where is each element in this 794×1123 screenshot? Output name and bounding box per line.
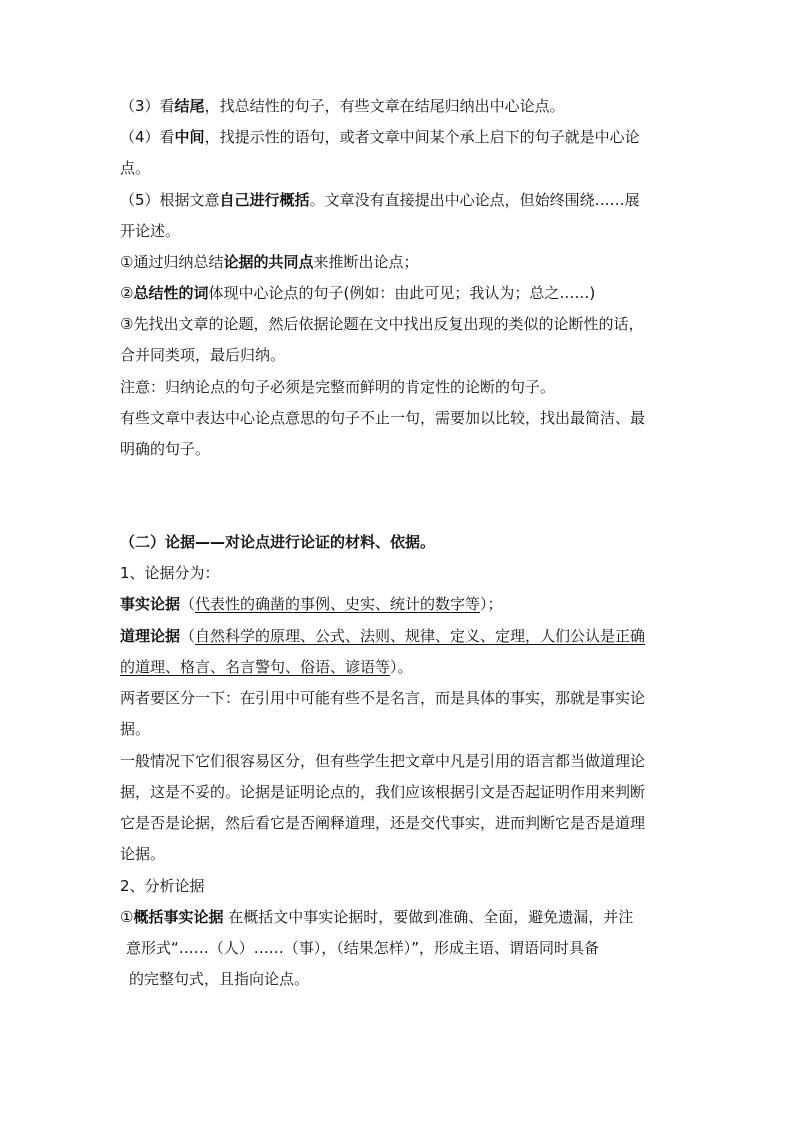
fact-evidence-line: 事实论据（代表性的确凿的事例、史实、统计的数字等）；	[120, 595, 503, 613]
general-line-1: 一般情况下它们很容易区分，但有些学生把文章中凡是引用的语言都当做道理论	[120, 752, 646, 770]
summarize-line-1: ①概括事实论据 在概括文中事实论据时，要做到准确、全面，避免遗漏，并注	[120, 908, 634, 926]
reason-evidence-line-2: 的道理、格言、名言警句、俗语、谚语等）。	[120, 658, 413, 676]
point-3-ending: （3）看结尾，找总结性的句子，有些文章在结尾归纳出中心论点。	[120, 97, 565, 115]
item-2-heading: 2、分析论据	[120, 877, 205, 895]
section-2-heading: （二）论据——对论点进行论证的材料、依据。	[120, 533, 436, 551]
reason-evidence-line-1: 道理论据（自然科学的原理、公式、法则、规律、定义、定理，人们公认是正确	[120, 627, 646, 645]
note-paragraph: 注意：归纳论点的句子必须是完整而鲜明的肯定性的论断的句子。	[120, 378, 556, 396]
method-3-line-2: 合并同类项，最后归纳。	[120, 346, 286, 364]
summarize-line-2: 意形式“……（人）……（事），（结果怎样）”，形成主语、谓语同时具备	[126, 939, 600, 957]
item-1-heading: 1、论据分为：	[120, 564, 220, 582]
point-4-middle: （4）看中间，找提示性的语句，或者文章中间某个承上启下的句子就是中心论	[120, 128, 640, 146]
point-5-continuation: 开论述。	[120, 222, 181, 240]
summarize-line-3: 的完整句式，且指向论点。	[129, 970, 310, 988]
general-line-3: 它是否是论据，然后看它是否阐释道理，还是交代事实，进而判断它是否是道理	[120, 814, 646, 832]
method-2: ②总结性的词体现中心论点的句子(例如：由此可见；我认为；总之……)	[120, 284, 596, 302]
point-5-summarize: （5）根据文意自己进行概括。文章没有直接提出中心论点，但始终围绕……展	[120, 191, 640, 209]
general-line-4: 论据。	[120, 845, 166, 863]
difference-line-1: 两者要区分一下：在引用中可能有些不是名言，而是具体的事实，那就是事实论	[120, 689, 646, 707]
method-1: ①通过归纳总结论据的共同点来推断出论点；	[120, 253, 419, 271]
general-line-2: 据，这是不妥的。论据是证明论点的，我们应该根据引文是否起证明作用来判断	[120, 783, 646, 801]
point-4-continuation: 点。	[120, 159, 151, 177]
extra-paragraph-line-1: 有些文章中表达中心论点意思的句子不止一句，需要加以比较，找出最简洁、最	[120, 409, 646, 427]
extra-paragraph-line-2: 明确的句子。	[120, 440, 211, 458]
method-3-line-1: ③先找出文章的论题，然后依据论题在文中找出反复出现的类似的论断性的话，	[120, 315, 644, 333]
difference-line-2: 据。	[120, 720, 151, 738]
